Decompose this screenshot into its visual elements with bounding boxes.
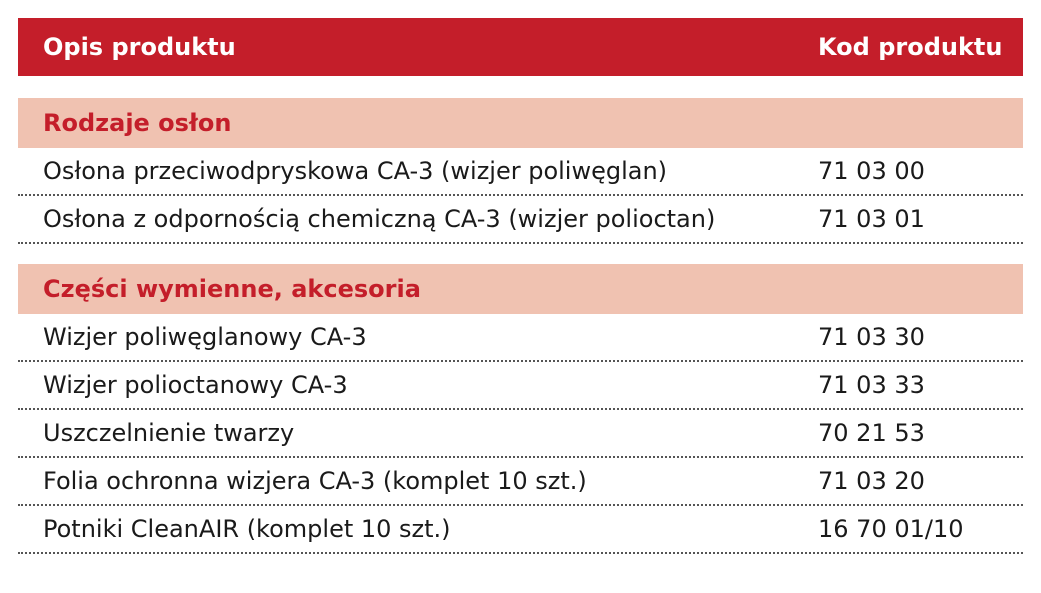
table-row [18, 314, 1023, 362]
row-description: Osłona z odpornością chemiczną CA-3 (wizjer polioctan) [43, 205, 716, 233]
row-code: 71 03 20 [818, 467, 925, 495]
table-row [18, 506, 1023, 554]
row-description: Potniki CleanAIR (komplet 10 szt.) [43, 515, 451, 543]
row-description: Folia ochronna wizjera CA-3 (komplet 10 szt.) [43, 467, 587, 495]
product-table [18, 18, 1023, 554]
row-code: 71 03 01 [818, 205, 925, 233]
table-row [18, 410, 1023, 458]
row-code: 71 03 00 [818, 157, 925, 185]
row-code: 70 21 53 [818, 419, 925, 447]
table-header [18, 18, 1023, 76]
table-row [18, 196, 1023, 244]
row-description: Wizjer poliwęglanowy CA-3 [43, 323, 367, 351]
table-row [18, 458, 1023, 506]
table-row [18, 148, 1023, 196]
table-row [18, 362, 1023, 410]
header-code: Kod produktu [818, 33, 1003, 61]
header-description: Opis produktu [43, 33, 236, 61]
row-code: 16 70 01/10 [818, 515, 964, 543]
row-code: 71 03 33 [818, 371, 925, 399]
row-description: Wizjer polioctanowy CA-3 [43, 371, 348, 399]
row-description: Osłona przeciwodpryskowa CA-3 (wizjer poliwęglan) [43, 157, 668, 185]
section-header: Rodzaje osłon [18, 98, 1023, 148]
row-code: 71 03 30 [818, 323, 925, 351]
row-description: Uszczelnienie twarzy [43, 419, 295, 447]
section-header: Części wymienne, akcesoria [18, 264, 1023, 314]
